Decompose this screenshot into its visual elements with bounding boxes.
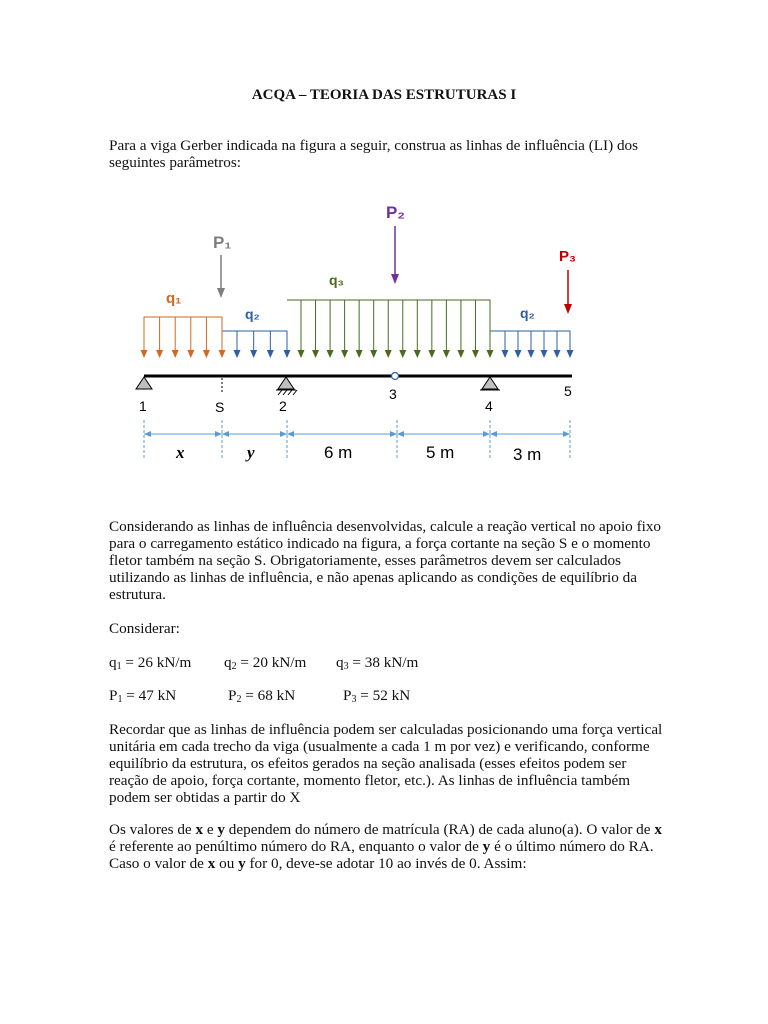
node-1-label: 1	[139, 398, 147, 414]
q3-arrowhead-icon	[327, 350, 334, 358]
q3-arrowhead-icon	[428, 350, 435, 358]
p1-value: $P_1 = 47$ kN	[109, 687, 177, 705]
hinge-3-icon	[392, 373, 399, 380]
recall-paragraph	[109, 721, 664, 806]
q3-arrowhead-icon	[312, 350, 319, 358]
node-5-label: 5	[564, 383, 572, 399]
p3-value: $P_3 = 52$ kN	[343, 687, 411, 705]
p3-load	[559, 248, 576, 314]
node-2-label: 2	[279, 398, 287, 414]
q2-left-label: q₂	[245, 306, 260, 322]
q3-arrowhead-icon	[443, 350, 450, 358]
q2-right-arrowhead-icon	[528, 350, 535, 358]
p2-label: P₂	[386, 203, 405, 222]
q3-arrowhead-icon	[298, 350, 305, 358]
q2-left-arrowhead-icon	[234, 350, 241, 358]
p1-arrow-icon	[217, 288, 225, 298]
q1-arrowhead-icon	[172, 350, 179, 358]
dimension-lines	[144, 420, 570, 460]
q2-left-arrowhead-icon	[267, 350, 274, 358]
p3-label: P₃	[559, 248, 576, 265]
q3-arrowhead-icon	[414, 350, 421, 358]
q2-left-arrowhead-icon	[250, 350, 257, 358]
p3-arrow-icon	[564, 304, 572, 314]
considerar-text: Considerar:	[109, 620, 180, 637]
q3-arrowhead-icon	[457, 350, 464, 358]
q1-load-outline	[144, 317, 222, 356]
q3-arrowhead-icon	[487, 350, 494, 358]
q1-arrowhead-icon	[141, 350, 148, 358]
p1-label: P₁	[213, 233, 232, 252]
q3-arrowhead-icon	[341, 350, 348, 358]
p-values-row	[109, 687, 669, 705]
considerar-heading	[109, 620, 664, 637]
dim-x-label: x	[176, 443, 185, 462]
q3-arrowhead-icon	[385, 350, 392, 358]
intro-paragraph	[109, 137, 664, 171]
p2-value: $P_2 = 68$ kN	[228, 687, 296, 705]
q3-arrowhead-icon	[356, 350, 363, 358]
gerber-beam-figure	[110, 190, 610, 475]
page-title: ACQA – TEORIA DAS ESTRUTURAS I	[251, 87, 517, 103]
q3-arrowhead-icon	[399, 350, 406, 358]
support-1-icon	[136, 377, 152, 389]
dim-3m-label: 3 m	[513, 445, 542, 464]
beam-diagram	[110, 190, 610, 475]
q2-right-arrowhead-icon	[554, 350, 561, 358]
node-4-label: 4	[485, 398, 493, 414]
intro-text: Para a viga Gerber indicada na figura a seguir, construa as linhas de influência (LI) dos seguintes parâmetros:	[109, 137, 639, 171]
dim-5m-label: 5 m	[426, 443, 455, 462]
ra-paragraph	[109, 821, 664, 872]
q-values-row	[109, 654, 669, 672]
recall-text: Recordar que as linhas de influência podem ser calculadas posicionando uma força vertical unitária em cada trecho da viga (usualmente a cada 1 m por vez) e verificando, conforme equilíbrio da estrutura, os efeitos gerados na seção analisada (esses efeitos podem ser reação de apoio, força cortante, momento fletor, etc.). As linhas de influência também podem ser obtidas a partir do X	[109, 721, 663, 806]
calc-text: Considerando as linhas de influência desenvolvidas, calcule a reação vertical no apoio fixo para o carregamento estático indicado na figura, a força cortante na seção S e o momento fletor também na seção S. Obrigatoriamente, esses parâmetros devem ser calculados utilizando as linhas de influência, e não apenas aplicando as condições de equilíbrio da estrutura.	[109, 518, 662, 603]
q1-arrowhead-icon	[156, 350, 163, 358]
support-4-icon	[480, 377, 500, 390]
support-2-icon	[276, 377, 297, 395]
q1-label: q₁	[166, 290, 182, 307]
q3-arrowhead-icon	[370, 350, 377, 358]
q2-value: $q_2 = 20$ kN/m	[224, 654, 307, 672]
q3-label: q₃	[329, 272, 345, 288]
p2-arrow-icon	[391, 274, 399, 284]
q2-right-arrowhead-icon	[541, 350, 548, 358]
section-s-label: S	[215, 399, 225, 415]
q3-value: $q_3 = 38$ kN/m	[336, 654, 419, 672]
q2-right-arrowhead-icon	[567, 350, 574, 358]
dim-6m-label: 6 m	[324, 443, 353, 462]
dim-y-label: y	[247, 443, 255, 462]
q2-right-label: q₂	[520, 305, 535, 321]
ra-text: Os valores de x e y dependem do número de matrícula (RA) de cada aluno(a). O valor de x é referente ao penúltimo número do RA, enquanto o valor de y é o último número do RA. Caso o valor de x ou y for 0, deve-se adotar 10 ao invés de 0. Assim:	[109, 821, 662, 872]
distributed-load-arrows	[141, 300, 574, 358]
p2-load	[386, 203, 405, 284]
p1-load	[213, 233, 231, 298]
calc-paragraph	[109, 518, 664, 603]
q2-left-arrowhead-icon	[284, 350, 291, 358]
node-3-label: 3	[389, 386, 397, 402]
q3-arrowhead-icon	[472, 350, 479, 358]
q2-right-arrowhead-icon	[502, 350, 509, 358]
q1-arrowhead-icon	[219, 350, 226, 358]
q2-right-arrowhead-icon	[515, 350, 522, 358]
q1-arrowhead-icon	[187, 350, 194, 358]
q1-arrowhead-icon	[203, 350, 210, 358]
q1-value: $q_1 = 26$ kN/m	[109, 654, 192, 672]
